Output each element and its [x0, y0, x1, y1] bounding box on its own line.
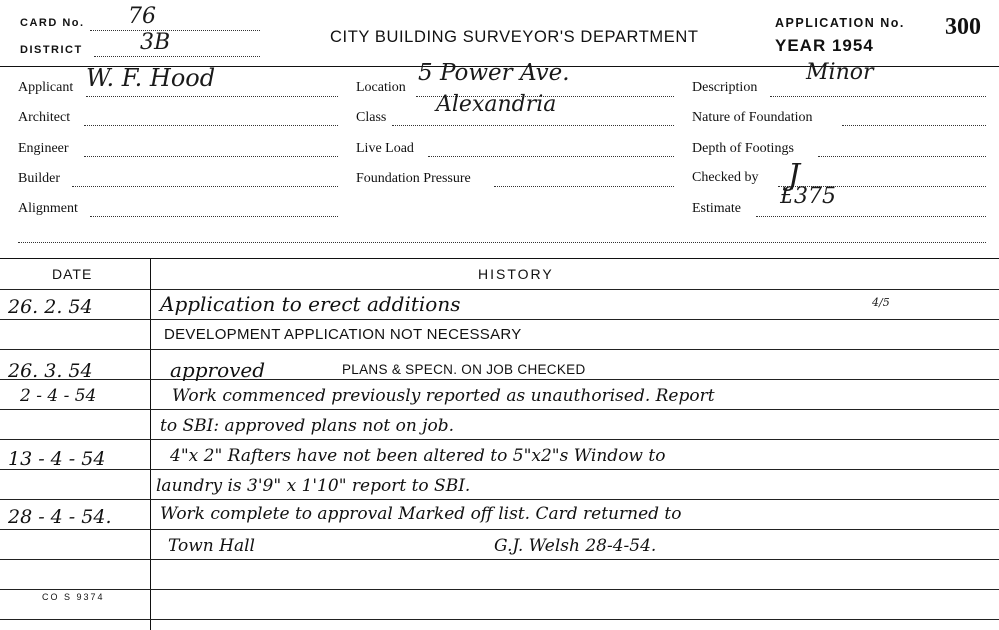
history-date: 2 - 4 - 54 — [20, 386, 97, 406]
history-text: Work complete to approval Marked off list. Card returned to — [160, 504, 682, 524]
class-value: Alexandria — [436, 92, 557, 117]
application-no-label: APPLICATION No. — [775, 16, 905, 30]
card-no-value: 76 — [128, 4, 156, 29]
date-column-divider — [150, 258, 151, 630]
history-text: Work commenced previously reported as unauthorised. Report — [172, 386, 715, 406]
history-date: 26. 3. 54 — [8, 360, 93, 382]
foundation-pressure-label: Foundation Pressure — [356, 171, 471, 186]
applicant-label: Applicant — [18, 80, 74, 95]
description-value: Minor — [806, 60, 874, 85]
history-stamp: DEVELOPMENT APPLICATION NOT NECESSARY — [164, 326, 522, 343]
history-text: Town Hall — [168, 536, 255, 556]
checked-by-value: J — [788, 158, 801, 193]
department-title: CITY BUILDING SURVEYOR'S DEPARTMENT — [330, 28, 699, 46]
alignment-label: Alignment — [18, 201, 78, 216]
history-date: 26. 2. 54 — [8, 296, 93, 318]
form-code: CO S 9374 — [42, 592, 105, 602]
checked-by-label: Checked by — [692, 170, 759, 185]
builder-label: Builder — [18, 171, 60, 186]
card-no-label: CARD No. — [20, 17, 85, 29]
district-label: DISTRICT — [20, 44, 83, 56]
application-no-value: 300 — [945, 14, 981, 40]
corner-mark: 4/5 — [872, 296, 890, 309]
history-text: approved — [170, 358, 266, 382]
class-label: Class — [356, 110, 387, 125]
history-stamp: PLANS & SPECN. ON JOB CHECKED — [342, 362, 586, 377]
description-label: Description — [692, 80, 758, 95]
depth-of-footings-label: Depth of Footings — [692, 141, 794, 156]
history-date: 13 - 4 - 54 — [8, 448, 106, 470]
date-header: DATE — [52, 266, 93, 282]
engineer-label: Engineer — [18, 141, 69, 156]
estimate-label: Estimate — [692, 201, 741, 216]
live-load-label: Live Load — [356, 141, 414, 156]
history-text: 4"x 2" Rafters have not been altered to 5"x2"s Window to — [170, 446, 666, 466]
applicant-value: W. F. Hood — [86, 64, 216, 92]
architect-label: Architect — [18, 110, 71, 125]
district-value: 3B — [140, 30, 171, 55]
history-text: laundry is 3'9" x 1'10" report to SBI. — [156, 476, 471, 496]
location-value: 5 Power Ave. — [418, 60, 570, 86]
history-header: HISTORY — [478, 266, 554, 282]
signature: G.J. Welsh 28-4-54. — [494, 536, 657, 556]
nature-of-foundation-label: Nature of Foundation — [692, 110, 813, 125]
location-label: Location — [356, 80, 406, 95]
year-label: YEAR 1954 — [775, 36, 874, 55]
history-text: to SBI: approved plans not on job. — [160, 416, 454, 436]
estimate-value: £375 — [780, 184, 836, 209]
history-text: Application to erect additions — [160, 292, 461, 316]
history-date: 28 - 4 - 54. — [8, 506, 112, 528]
